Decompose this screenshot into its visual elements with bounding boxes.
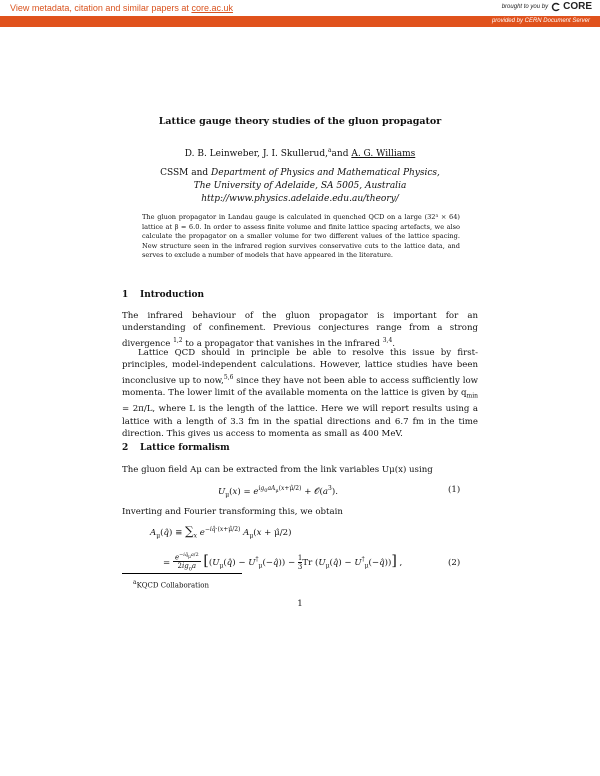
provided-by: provided by CERN Document Server [491,18,590,24]
section-heading-2: 2 Lattice formalism [122,443,230,453]
provider-bar [0,16,600,27]
brought-by: brought to you by CORE [501,1,592,12]
core-banner [0,0,600,29]
abstract: The gluon propagator in Landau gauge is calculated in quenched QCD on a large (32³ × 64) lattice at β = 6.0. In order to assess finite volume and finite lattice spacing artefacts, we also calculate the propagator on a smaller volume for two different values of the lattice spacing. New structure seen in the infrared region survives conservative cuts to the lattice data, and serves to exclude a number of models that have appeared in the literature. [142,213,460,260]
page-number: 1 [297,599,303,609]
affiliation-url: http://www.physics.adelaide.edu.au/theory/ [201,194,399,204]
equation-1: $U_\mu(x) = e^{ig_0aA_\mu(x+\mû/2)}$ + $𝒪(a^3)$. [218,485,338,499]
equation-2-line-2: = $\frac{e^{-iq̂_\mu a/2}}{2ig_0a}$ [($U_\mu(q̂)$ − $U^\dagger_\mu(-q̂)$) − $\frac{1}{3}$ Tr ($U_\mu(q̂)$ − $U^\dagger_\mu(-q̂)$)] , [163,552,403,573]
section-heading-1: 1 Introduction [122,290,205,300]
intro-paragraph-2: Lattice QCD should in principle be able to resolve this issue by first-principles, model-independent calculations. However, lattice studies have been inconclusive up to now,$^{5,6}$ since they have not been able to access sufficiently low momenta. The lower limit of the available momenta on the lattice is given by $q_{min} = 2\pi/L$, where L is the length of the lattice. Here we will report results using a lattice with a length of 3.3 fm in the spatial directions and 6.7 fm in the time direction. This gives us access to momenta as small as 400 MeV. [122,348,478,440]
affiliation: CSSM and Department of Physics and Mathematical Physics, The University of Adelaide, SA 5005, Australia http://www.physics.adelaide.edu.au/theory/ [160,168,440,204]
intro-paragraph-1: The infrared behaviour of the gluon propagator is important for an understanding of confinement. Previous conjectures range from a strong divergence $^{1,2}$ to a propagator that vanishes in the infrared $^{3,4}$. [122,311,478,349]
core-logo[interactable]: CORE [551,1,592,12]
metadata-link[interactable]: View metadata, citation and similar papers at core.ac.uk [10,3,233,13]
equation-1-number: (1) [448,485,461,495]
corresponding-author: A. G. Williams [351,149,416,159]
footnote-rule [122,573,242,574]
authors: D. B. Leinweber, J. I. Skullerud,$^a$and A. G. Williams [184,147,416,159]
equation-2-line-1: $A_\mu(q̂) \equiv \sum_x$ $e^{-iq̂\cdot(x+\mû/2)}$ $A_\mu(x$ + μ̂/2) [150,524,292,540]
core-logo-icon [551,2,561,12]
formalism-paragraph-2: Inverting and Fourier transforming this, we obtain [122,507,343,517]
footnote: $^a$KQCD Collaboration [133,579,209,590]
paper-title: Lattice gauge theory studies of the gluon propagator [158,116,442,127]
formalism-paragraph-1: The gluon field Aμ can be extracted from the link variables Uμ(x) using [122,465,433,475]
core-ac-uk-link[interactable]: core.ac.uk [191,3,233,13]
equation-2-number: (2) [448,558,461,568]
